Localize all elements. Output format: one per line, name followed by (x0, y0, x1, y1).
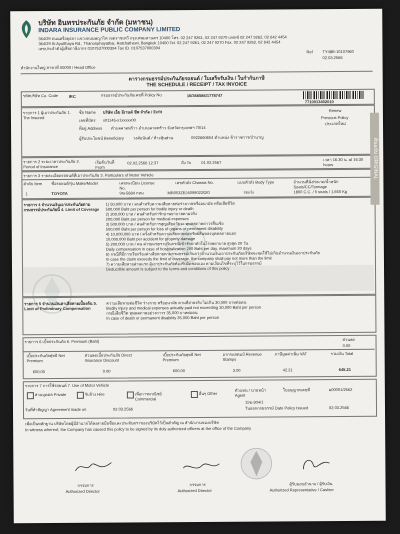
premium-discount-label: ส่วนลด (342, 336, 356, 342)
preliminary-item-label: รายการ 5 จำนวนเงินค่าเสียหายเบื้องต้น 5. Limit of Preliminary Compensation (24, 300, 97, 312)
period-from-label: เริ่มต้นวันที่ From (95, 159, 115, 170)
coverage-line: 1) 50,000 บาท / คนสำหรับความเสียหายต่อร่างกายหรืออนามัย หรือเสียชีวิต (105, 200, 235, 207)
coverage-line: 6) กรณีที่มีการเรียกร้องค่าเสียหายตามกรมธรรม์เกินกว่าจำนวนเงินเอาประกันภัยบริษัทจะชดใช้ไม่เกินจำนวนเงินเอาประกันภัย (105, 250, 320, 257)
vehicle-cell-chassis: MR053ZEJ4099022020 (167, 189, 210, 196)
header-date: 02.03.2566 (322, 54, 343, 61)
signature-icon (73, 459, 113, 475)
vehicle-item-label: รายการ 3 รายละเอียดรถยนต์ที่เอาประกันภัย 3. Particulars of Motor Vehicle (23, 172, 154, 179)
policy-number-label: กรมธรรม์ประกันภัยเลขที่ Policy No. (100, 92, 163, 98)
beneficiary-value: วงศ์อนันต์ / ห้างหุ้นส่วน (133, 135, 174, 141)
coverage-shaded-band (22, 265, 374, 293)
coverage-line: 3) 500,000 บาท / คนสำหรับการสูญเสียอวัยวะ ทุพพลภาพถาวรสิ้นเชิง (105, 220, 224, 227)
insured-name-value: บริษัท เอ็ม อีเวนต์ ชีพ จำกัด / Ecfit (102, 109, 163, 115)
signature-2-title: กรรมการ (189, 481, 206, 488)
agreement-value: 02.03.2566 (112, 406, 134, 412)
divider (21, 71, 373, 74)
premium-header-discount: ส่วนลดเบี้ยประกันภัย Direct Insurance Discount (84, 352, 132, 363)
signature-2-role: Authorized Director (177, 487, 212, 494)
premium-value-total: 645.21 (338, 366, 351, 373)
usage-other-label: อื่นๆ Other (198, 390, 218, 396)
premium-header-vat: ภาษีมูลค่าเพิ่ม VAT (274, 351, 308, 357)
witness-text-english: In witness whereof, the Company has caused this policy to be signed by its duly authorized officers at the office of the Company (25, 425, 252, 433)
period-to-label: ถึง To (181, 160, 192, 166)
company-code-value: IRC (68, 93, 76, 99)
insured-section (21, 105, 375, 157)
signature-3-role: Authorized Representative / Cashier (269, 487, 334, 493)
vehicle-header-license: เลขทะเบียน License No. (119, 180, 155, 191)
usage-other-checkbox (191, 391, 198, 398)
coverage-line: 200,000 Baht per person for medical expenses (105, 216, 189, 222)
signature-icon (181, 458, 221, 474)
company-logo-icon (17, 19, 35, 39)
coverage-line: 2) 200,000 บาท / คนสำหรับค่ารักษาพยาบาลตามจริง (105, 211, 197, 217)
period-item-label: รายการ 2 ระยะเวลาประกันภัย 2. Period of Insurance (23, 158, 80, 170)
premium-value-discount: 0.00 (102, 368, 111, 374)
vehicle-cell-capacity: 1800 C.C. / 5 seats / 1,650 Kg (293, 188, 348, 195)
coverage-line: 500,000 Baht per person for bodily injury or death (105, 206, 194, 212)
company-name-english: INDARA INSURANCE PUBLIC COMPANY LIMITED (38, 27, 181, 35)
company-address-thai: 364/29 ถนนศรีอยุธยา แขวงถนนพญาไท เขตราชเทวี กรุงเทพมหานคร 10400 โทร. 02 247 9261, 02 247 9270 แฟกซ์ 02 247 9262, 02 642 4454 (38, 34, 287, 42)
renew-label: Renew (328, 107, 342, 114)
company-stamp-icon (239, 441, 273, 485)
coverage-line: 500,000 Baht per person for loss of organs or permanent disability (105, 225, 223, 232)
vehicle-cell-item: 1 (25, 191, 28, 197)
insured-item-label: รายการ 1 ผู้เอาประกันภัย 1. The Insured (22, 109, 71, 121)
previous-policy-label: Previous Policy (320, 114, 349, 121)
beneficiary-label: ผู้รับประโยชน์ Beneficiary (79, 135, 124, 141)
vehicle-header-body: แบบตัวถัง Body Type (237, 179, 275, 185)
preliminary-line: ความเสียหายต่อชีวิต ร่างกาย หรืออนามัย ตามที่จ่ายจริง ไม่เกิน 30,000 บาทต่อคน (106, 299, 247, 306)
document-title-thai: ตารางกรมธรรม์ประกันภัยรถยนต์ / ใบเสร็จรับเงิน / ใบกำกับภาษี (128, 75, 265, 83)
coverage-line: 5) 200,000 บาท / คน ค่าชดเชยรายวันกรณีเข้ารักษาตัวในโรงพยาบาล สูงสุด 20 วัน (105, 240, 249, 247)
premium-header-total: รวมเงิน Total (330, 350, 354, 357)
document-sheet (10, 9, 386, 524)
coverage-line: Deductible amount is subject to the terms and conditions of this policy (106, 265, 230, 272)
ref-value: TY48E-10107960 (322, 48, 354, 55)
signature-3-title: ผู้รับมอบอำนาจ / ผู้รับเงิน (289, 481, 333, 487)
witness-text-thai: เพื่อเป็นหลักฐาน บริษัทโดยผู้มีอำนาจได้ลงลายมือชื่อและประทับตราของบริษัทไว้เป็นสำคัญ ณ สำนักงานของบริษัท (25, 419, 219, 427)
vehicle-header-item: ลำดับ Item (23, 181, 43, 187)
premium-item-label: รายการ 6 เบี้ยประกันภัย 6. Premium (Baht) (24, 338, 100, 345)
insured-address-label: ที่อยู่ Address (79, 125, 103, 131)
agreement-label: วันที่ทำสัญญา Agreement made on (24, 406, 87, 413)
insured-name-label: ชื่อ Name (78, 109, 96, 115)
coverage-line: 10,000,000 Baht per accident for property damage (105, 236, 196, 242)
agent-value: 11ฆ-304/1 (244, 399, 264, 405)
tax-id-line: เลขประจำตัวผู้เสียภาษีอากร 0107537000394 Tax ID. 0107537000394 (38, 45, 161, 52)
signature-icon (299, 455, 333, 473)
vehicle-header-chassis: เลขตัวถัง Chassis No. (175, 179, 214, 186)
original-side-stripe: ต้นฉบับ ORIGINAL (370, 113, 380, 205)
vehicle-cell-body: รถเก๋ง (243, 189, 254, 195)
policy-number-value: 16/366586/1778747 (186, 92, 223, 99)
agent-label: ตัวแทน / นายหน้า Agent (234, 387, 266, 398)
license-label: ใบอนุญาตเลขที่ (282, 387, 310, 393)
signature-1-title: กรรมการ (77, 482, 94, 488)
vehicle-cell-make: TOYOTA (51, 190, 68, 197)
coverage-line: 4) 10,000,000 บาท / ครั้งสำหรับความเสียหายต่อทรัพย์สินของบุคคลภายนอก (105, 230, 237, 237)
premium-header-net2: เบี้ยประกันภัยสุทธิ Net Premium (162, 351, 201, 363)
premium-value-vat: 42.21 (282, 367, 293, 373)
insured-address-value: ตำบลลาดพร้าว อำเภอลาดพร้าว จังหวัดกรุงเทพฯ 70/14 (111, 124, 206, 131)
document-title-english: THE SCHEDULE / RECEIPT / TAX INVOICE (146, 81, 247, 89)
ref-label: Ref (306, 49, 313, 55)
barcode-icon (303, 91, 365, 99)
usage-commercial-label: เพื่อการพาณิชย์ Commercial (134, 391, 162, 402)
signature-1-role: Authorized Director (65, 488, 100, 494)
policy-issued-label: วันออกกรมธรรม์ Date Policy Issued (244, 405, 309, 411)
premium-value-stamps: 3.00 (232, 367, 241, 373)
coverage-lines (106, 200, 368, 272)
coverage-item-label: รายการ 4 จำนวนเงินเอาประกันภัยตามกรมธรรม์ประกันภัยนี้ 4. Limit of Coverage (23, 201, 100, 213)
premium-header-stamps: อากรแสตมป์ Revenue Stamps (222, 351, 262, 362)
preliminary-line: Bodily injury and medical expenses actually paid not exceeding 30,000 Baht per person (106, 304, 262, 311)
preliminary-line: กรณีเสียชีวิต ทุพพลภาพอย่างถาวร 35,000 บาทต่อคน (106, 310, 198, 316)
usage-commercial-checkbox (127, 391, 134, 398)
preliminary-lines (106, 299, 368, 321)
vehicle-header-capacity: จำนวนที่นั่ง/ขนาด/น้ำหนัก Seats/CC/Tonnage (293, 179, 339, 190)
previous-policy-value: ประเภทใหม่ (324, 120, 346, 127)
usage-hire-label: รับจ้าง Hire (84, 391, 105, 397)
insured-phone: 0922660654 ตำแหน่ง ข้าราชการ/บำนาญ (191, 134, 264, 141)
period-note: เวลา 16.30 น. at 16:30 hours (323, 156, 364, 168)
premium-value-net: 600.00 (32, 369, 45, 375)
usage-item-label: รายการ 7 การใช้รถยนต์ 7. Use of Motor Vehicle (24, 382, 110, 389)
license-value: ผ00001/2562 (328, 386, 353, 393)
insured-id-value: x01145-x1xxxxx00 (102, 117, 136, 123)
company-address-english: 364/29 Si Ayutthaya Rd., Thanonphayathai, Ratchathewi, Bangkok 10400 Tel. 02 247 9261, 02 247 9270 Fax. 02 247 9262, 02 642 4454 (38, 39, 281, 47)
vehicle-header-make: ชื่อรถยนต์/รุ่น Make/Model (51, 180, 98, 187)
coverage-line: 7) ความเสียหายส่วนแรก ผู้เอาประกันภัยต้องรับผิดชอบเอง ตามเงื่อนไขที่ระบุไว้ในกรมธรรม์ (105, 260, 262, 267)
premium-value-net2: 600.00 (172, 368, 185, 374)
usage-private-label: ส่วนบุคคล Private (34, 391, 67, 398)
usage-hire-checkbox (77, 392, 84, 399)
barcode-number: 7710913402010 (304, 99, 334, 105)
branch-line: สำนักงานใหญ่ สาขาที่ 00000 / Head Office (20, 64, 96, 71)
company-code-label: รหัสบริษัท Co. Code (22, 92, 59, 99)
coverage-line: Daily compensation in case of hospitalization 200 Baht per day, maximum 20 days (105, 245, 252, 252)
coverage-line: In case the claim exceeds the limit of coverage, the company shall pay not more than the limit (105, 255, 272, 262)
premium-discount-value: 0.00 (342, 342, 351, 348)
insured-id-label: เลขที่บัตร (78, 117, 96, 123)
vehicle-cell-license: 9ฆ-5684 กทม (119, 190, 144, 196)
period-to-value: 01.02.2567 (201, 159, 222, 165)
premium-header-net: เบี้ยประกันภัยสุทธิ Net Premium (26, 352, 65, 364)
company-name-thai: บริษัท อินทรประกันภัย จำกัด (มหาชน) (38, 19, 153, 28)
period-from-value: 02.02.2566 12:37 (127, 160, 159, 166)
policy-issued-value: 02.03.2566 (328, 404, 350, 411)
usage-private-checkbox (27, 392, 34, 399)
preliminary-line: In case of death or permanent disability 35,000 Baht per person (106, 314, 220, 321)
